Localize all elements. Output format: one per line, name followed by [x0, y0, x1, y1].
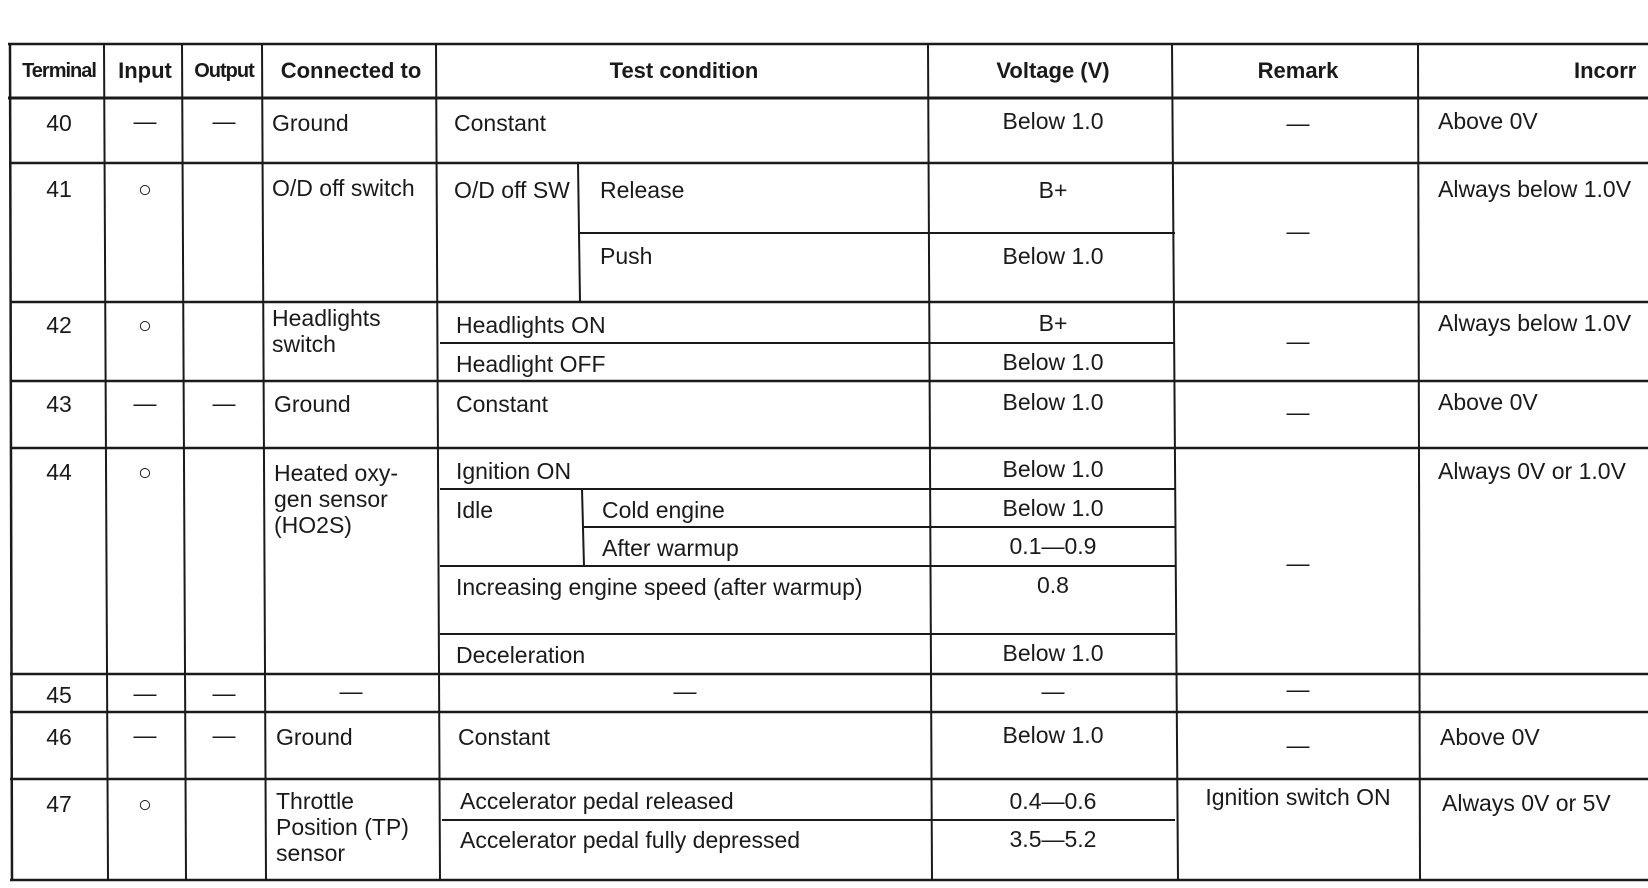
- row47-terminal: 47: [46, 791, 72, 817]
- row46-incorrect: Above 0V: [1440, 724, 1540, 750]
- row41-incorrect: Always below 1.0V: [1438, 176, 1632, 202]
- row40-remark: —: [1286, 110, 1310, 136]
- row42-condition-on: Headlights ON: [456, 312, 606, 338]
- row41-condition-group: O/D off SW: [454, 177, 570, 203]
- row42-remark: —: [1286, 328, 1310, 354]
- row47-condition-released: Accelerator pedal released: [460, 788, 734, 814]
- row44-voltage-increasing: 0.8: [1037, 572, 1069, 598]
- row40-terminal: 40: [46, 110, 72, 136]
- header-input: Input: [118, 58, 172, 83]
- row45-output: —: [212, 680, 236, 706]
- row47-incorrect: Always 0V or 5V: [1442, 790, 1611, 816]
- row42-input: ○: [138, 312, 152, 338]
- row43-connected: Ground: [274, 391, 351, 417]
- row42-voltage-on: B+: [1038, 310, 1068, 336]
- row44-terminal: 44: [46, 459, 72, 485]
- row46-terminal: 46: [46, 724, 72, 750]
- row41-remark: —: [1286, 218, 1310, 244]
- row40-output: —: [212, 108, 236, 134]
- row44-voltage-decel: Below 1.0: [1002, 640, 1104, 666]
- row44-sub-warm: After warmup: [602, 535, 739, 561]
- row40-input: —: [133, 108, 157, 134]
- row43-incorrect: Above 0V: [1438, 389, 1538, 415]
- row43-output: —: [212, 390, 236, 416]
- row42-terminal: 42: [46, 312, 72, 338]
- row44-input: ○: [138, 459, 152, 485]
- row42-condition-off: Headlight OFF: [456, 351, 606, 377]
- row47-voltage-depressed: 3.5—5.2: [1009, 826, 1097, 852]
- row42-incorrect: Always below 1.0V: [1438, 310, 1632, 336]
- row44-condition-ignition: Ignition ON: [456, 458, 572, 484]
- header-voltage: Voltage (V): [996, 58, 1110, 83]
- row41-voltage-push: Below 1.0: [1002, 243, 1104, 269]
- row47-connected: Throttle Position (TP) sensor: [276, 788, 409, 866]
- row41-sub-release: Release: [600, 177, 685, 203]
- row44-voltage-warm: 0.1—0.9: [1009, 533, 1097, 559]
- row46-condition: Constant: [458, 724, 551, 750]
- row43-terminal: 43: [46, 391, 72, 417]
- row45-voltage: —: [1041, 678, 1065, 704]
- row41-input: ○: [138, 176, 152, 202]
- row41-connected: O/D off switch: [272, 175, 415, 201]
- row47-input: ○: [138, 791, 152, 817]
- row46-remark: —: [1286, 732, 1310, 758]
- row44-remark: —: [1286, 550, 1310, 576]
- row44-incorrect: Always 0V or 1.0V: [1438, 458, 1626, 484]
- row44-condition-idle: Idle: [456, 497, 494, 523]
- row46-voltage: Below 1.0: [1002, 722, 1104, 748]
- row43-input: —: [133, 390, 157, 416]
- row40-condition: Constant: [454, 110, 547, 136]
- row45-input: —: [133, 680, 157, 706]
- row44-sub-cold: Cold engine: [602, 497, 725, 523]
- row44-connected: Heated oxy- gen sensor (HO2S): [274, 460, 399, 538]
- row44-condition-decel: Deceleration: [456, 642, 586, 668]
- row47-remark: Ignition switch ON: [1205, 784, 1391, 810]
- row46-output: —: [212, 722, 236, 748]
- row46-connected: Ground: [276, 724, 353, 750]
- header-output: Output: [194, 60, 254, 82]
- row40-connected: Ground: [272, 110, 349, 136]
- row40-voltage: Below 1.0: [1002, 108, 1104, 134]
- row45-condition: —: [673, 678, 697, 704]
- row45-remark: —: [1286, 676, 1310, 702]
- row44-voltage-ignition: Below 1.0: [1002, 456, 1104, 482]
- header-remark: Remark: [1257, 58, 1339, 83]
- row47-voltage-released: 0.4—0.6: [1009, 788, 1097, 814]
- row42-voltage-off: Below 1.0: [1002, 349, 1104, 375]
- row41-terminal: 41: [46, 176, 72, 202]
- row43-condition: Constant: [456, 391, 549, 417]
- row45-connected: —: [339, 678, 363, 704]
- header-terminal: Terminal: [22, 60, 96, 82]
- row45-terminal: 45: [46, 682, 72, 708]
- row40-incorrect: Above 0V: [1438, 108, 1538, 134]
- row42-connected: Headlights switch: [272, 305, 381, 357]
- row41-voltage-release: B+: [1038, 177, 1068, 203]
- row47-condition-depressed: Accelerator pedal fully depressed: [460, 827, 801, 853]
- row44-voltage-cold: Below 1.0: [1002, 495, 1104, 521]
- row43-voltage: Below 1.0: [1002, 389, 1104, 415]
- header-incorrect: Incorr: [1574, 58, 1637, 83]
- row41-sub-push: Push: [600, 243, 653, 269]
- header-connected-to: Connected to: [280, 58, 422, 83]
- header-test-condition: Test condition: [609, 58, 759, 83]
- row44-condition-increasing: Increasing engine speed (after warmup): [456, 574, 863, 600]
- row43-remark: —: [1286, 399, 1310, 425]
- row46-input: —: [133, 722, 157, 748]
